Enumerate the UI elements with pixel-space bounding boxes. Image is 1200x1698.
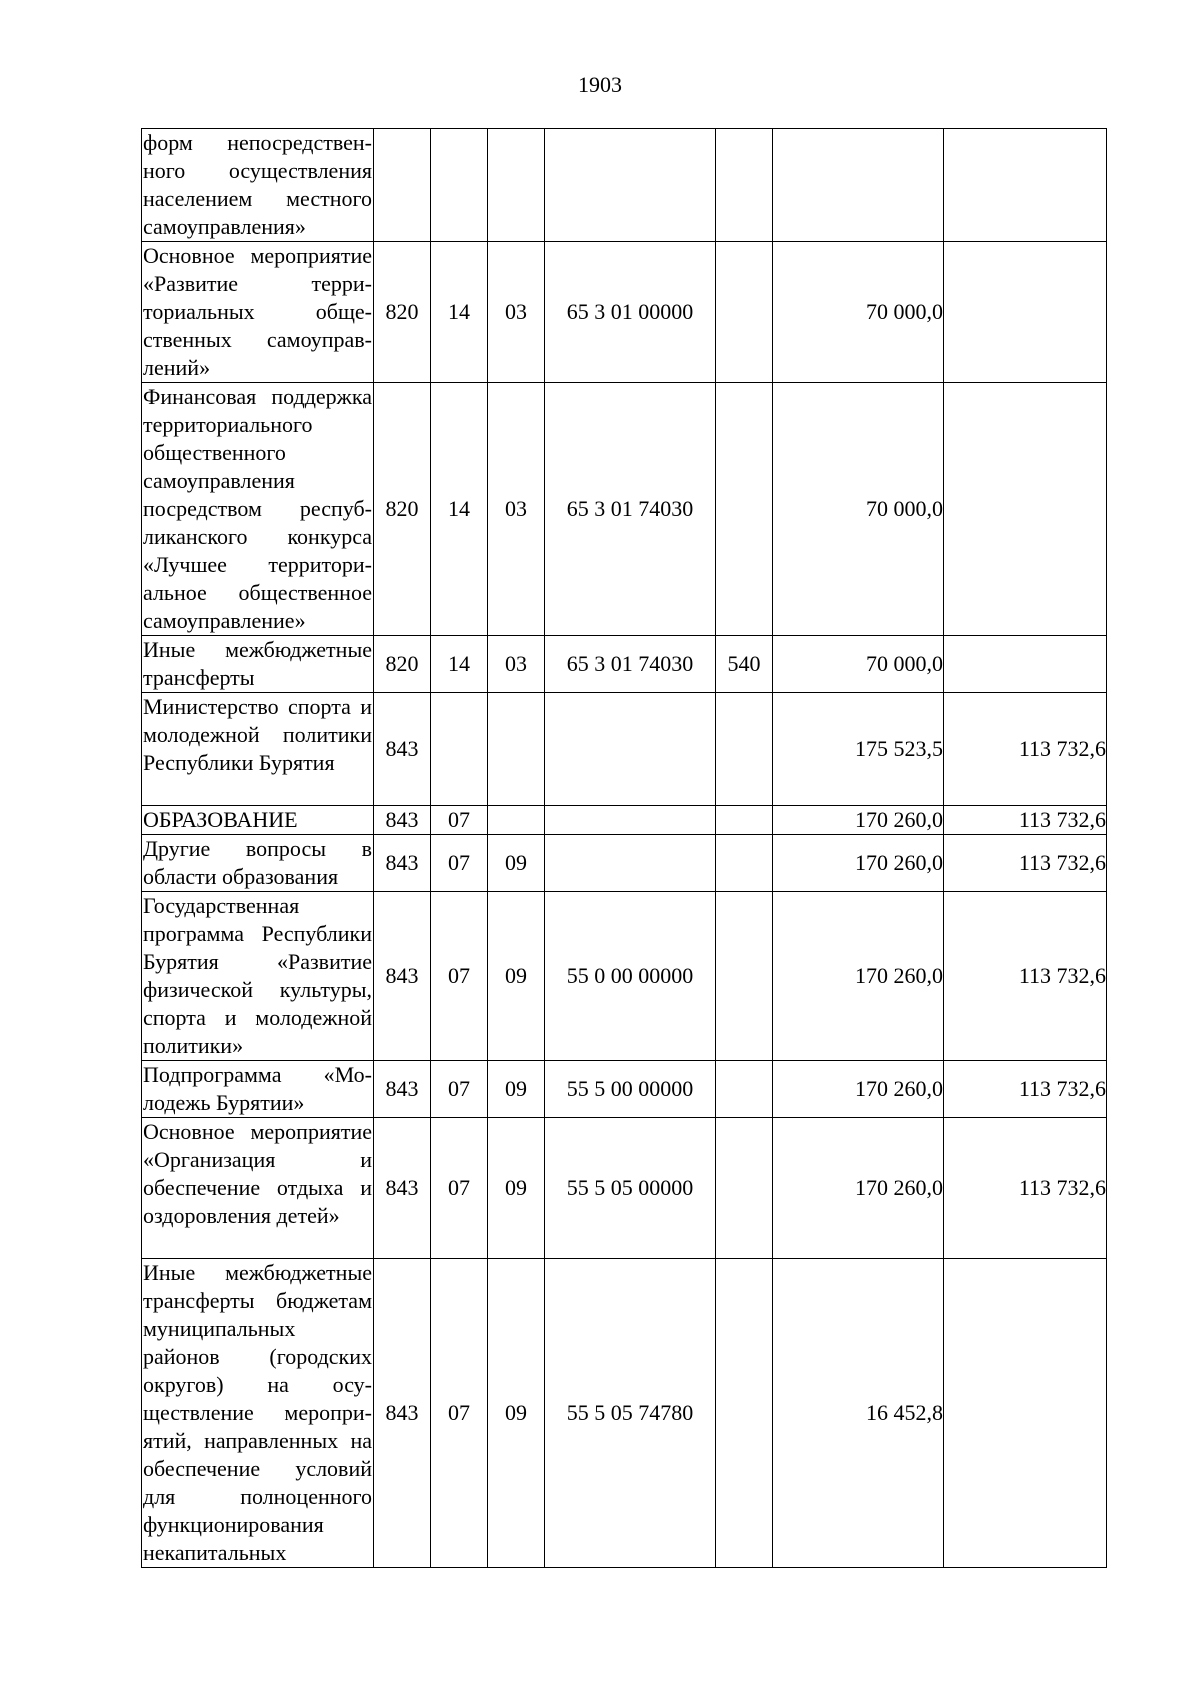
cell-amount-1: 70 000,0: [773, 242, 944, 383]
cell-target-article: 55 5 05 00000: [545, 1118, 716, 1259]
cell-expense-type: [716, 383, 773, 636]
table-row: [142, 806, 1107, 835]
cell-amount-2: 113 732,6: [944, 1061, 1107, 1118]
cell-expense-type: [716, 1061, 773, 1118]
cell-subsection: 09: [488, 1259, 545, 1568]
table-row: [142, 129, 1107, 242]
cell-section: 07: [431, 1259, 488, 1568]
cell-expense-type: [716, 892, 773, 1061]
cell-target-article: 65 3 01 74030: [545, 383, 716, 636]
cell-amount-2: [944, 242, 1107, 383]
cell-target-article: 65 3 01 74030: [545, 636, 716, 693]
cell-target-article: 65 3 01 00000: [545, 242, 716, 383]
cell-subsection: 09: [488, 892, 545, 1061]
cell-name: Основное мероприятие «Развитие территориальных общественных самоуправлений»: [142, 242, 374, 383]
cell-grbs: 820: [374, 242, 431, 383]
cell-expense-type: [716, 806, 773, 835]
cell-amount-2: 113 732,6: [944, 806, 1107, 835]
cell-subsection: 09: [488, 1061, 545, 1118]
cell-grbs: 843: [374, 806, 431, 835]
table-row: [142, 693, 1107, 806]
cell-section: 07: [431, 892, 488, 1061]
cell-name: ОБРАЗОВАНИЕ: [142, 806, 374, 835]
cell-target-article: [545, 835, 716, 892]
cell-subsection: [488, 693, 545, 806]
cell-amount-2: [944, 129, 1107, 242]
table-row: [142, 1118, 1107, 1259]
table-body: [142, 129, 1107, 1568]
cell-amount-2: 113 732,6: [944, 1118, 1107, 1259]
cell-amount-2: [944, 1259, 1107, 1568]
cell-amount-1: 170 260,0: [773, 806, 944, 835]
cell-target-article: 55 0 00 00000: [545, 892, 716, 1061]
cell-amount-2: 113 732,6: [944, 892, 1107, 1061]
table-row: [142, 1061, 1107, 1118]
cell-amount-1: 170 260,0: [773, 835, 944, 892]
cell-amount-1: 170 260,0: [773, 1061, 944, 1118]
cell-section: 07: [431, 1061, 488, 1118]
cell-subsection: [488, 806, 545, 835]
cell-grbs: 843: [374, 1061, 431, 1118]
cell-target-article: 55 5 05 74780: [545, 1259, 716, 1568]
table-row: [142, 1259, 1107, 1568]
cell-expense-type: [716, 835, 773, 892]
cell-subsection: [488, 129, 545, 242]
cell-section: 07: [431, 806, 488, 835]
cell-subsection: 03: [488, 242, 545, 383]
cell-amount-1: 16 452,8: [773, 1259, 944, 1568]
cell-amount-1: 175 523,5: [773, 693, 944, 806]
cell-target-article: [545, 693, 716, 806]
cell-amount-2: [944, 636, 1107, 693]
cell-target-article: [545, 129, 716, 242]
page-number: 1903: [578, 72, 622, 97]
table-row: [142, 892, 1107, 1061]
cell-name: Иные межбюджетные трансферты: [142, 636, 374, 693]
cell-name: Финансовая поддержка территориального общественного самоуправления посредством республиканского конкурса «Лучшее территориальное общественное самоуправление»: [142, 383, 374, 636]
cell-expense-type: [716, 129, 773, 242]
cell-amount-2: 113 732,6: [944, 835, 1107, 892]
cell-section: [431, 693, 488, 806]
cell-subsection: 09: [488, 1118, 545, 1259]
cell-grbs: 843: [374, 693, 431, 806]
cell-name: Иные межбюджетные трансферты бюджетам муниципальных районов (городских округов) на осуществление мероприятий, направленных на обеспечение условий для полноценного функционирования некапитальных: [142, 1259, 374, 1568]
cell-name: Министерство спорта и молодежной политики Республики Бурятия: [142, 693, 374, 806]
cell-grbs: 820: [374, 636, 431, 693]
cell-amount-1: [773, 129, 944, 242]
table-row: [142, 835, 1107, 892]
cell-expense-type: [716, 693, 773, 806]
cell-expense-type: 540: [716, 636, 773, 693]
cell-expense-type: [716, 1118, 773, 1259]
cell-amount-1: 70 000,0: [773, 383, 944, 636]
table-row: [142, 636, 1107, 693]
cell-name: Другие вопросы в области образования: [142, 835, 374, 892]
cell-subsection: 03: [488, 636, 545, 693]
cell-target-article: [545, 806, 716, 835]
cell-subsection: 03: [488, 383, 545, 636]
cell-section: 14: [431, 383, 488, 636]
cell-grbs: 843: [374, 1259, 431, 1568]
cell-expense-type: [716, 1259, 773, 1568]
cell-amount-1: 170 260,0: [773, 892, 944, 1061]
cell-amount-2: 113 732,6: [944, 693, 1107, 806]
cell-grbs: [374, 129, 431, 242]
budget-table: [141, 128, 1107, 1568]
cell-name: Основное мероприятие «Организация и обеспечение отдыха и оздоровления детей»: [142, 1118, 374, 1259]
cell-section: 14: [431, 636, 488, 693]
cell-grbs: 843: [374, 892, 431, 1061]
cell-target-article: 55 5 00 00000: [545, 1061, 716, 1118]
cell-name: Подпрограмма «Молодежь Бурятии»: [142, 1061, 374, 1118]
cell-expense-type: [716, 242, 773, 383]
cell-amount-2: [944, 383, 1107, 636]
cell-grbs: 843: [374, 835, 431, 892]
cell-section: 14: [431, 242, 488, 383]
cell-section: 07: [431, 1118, 488, 1259]
cell-amount-1: 70 000,0: [773, 636, 944, 693]
cell-grbs: 820: [374, 383, 431, 636]
cell-section: [431, 129, 488, 242]
table-row: [142, 383, 1107, 636]
cell-grbs: 843: [374, 1118, 431, 1259]
cell-name: форм непосредственного осуществления населением местного самоуправления»: [142, 129, 374, 242]
cell-section: 07: [431, 835, 488, 892]
table-row: [142, 242, 1107, 383]
cell-amount-1: 170 260,0: [773, 1118, 944, 1259]
cell-name: Государственная программа Республики Бурятия «Развитие физической культуры, спорта и молодежной политики»: [142, 892, 374, 1061]
cell-subsection: 09: [488, 835, 545, 892]
